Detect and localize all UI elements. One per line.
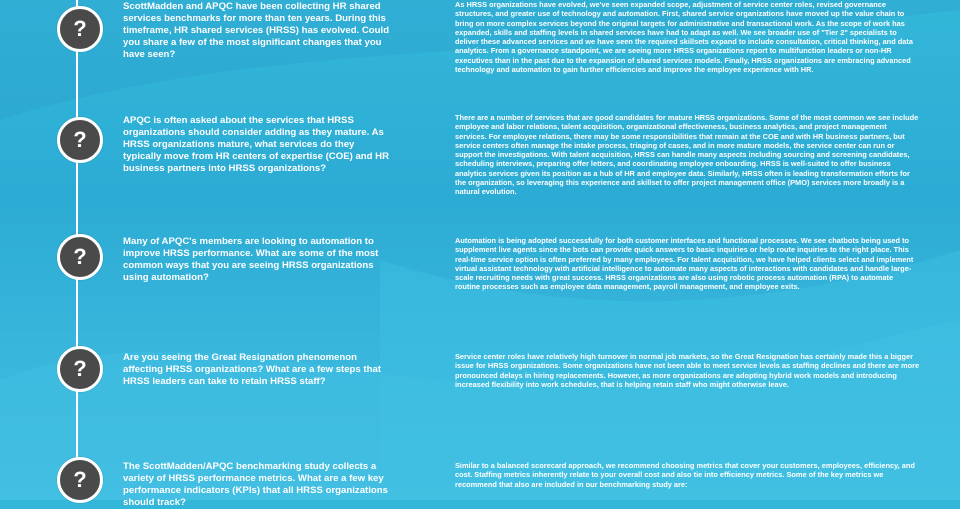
answer-text: As HRSS organizations have evolved, we've seen expanded scope, adjustment of service center roles, revised governance structures, and greater use of technology and automation. First, shared service organizations have moved up the value chain to bring on more complex services beyond the original targets for administrative and transactional work. As the scope of work has expanded, skills and staffing levels in shared services have had to adapt as well. We see broader use of "Tier 2" specialists to deliver these advanced services and we have seen the required skillsets expand to include consultation, critical thinking, and data analytics. From a governance standpoint, we are seeing more HRSS organizations report to multifunction leaders or non-HR executives than in the past due to the expansion of shared services models. Finally, HRSS organizations are embracing advanced technology and automation to gain further efficiencies and improve the employee experience with HR. — [455, 0, 913, 75]
answer-text: There are a number of services that are good candidates for mature HRSS organizations. Some of the most common we see include employee and labor relations, talent acquisition, organizational effectiveness, business analytics, and project management services. For employee relations, there may be some responsibilities that remain at the COE and with HR business partners, but service centers often manage the intake process, triaging of cases, and in more mature models, the service center can run or support the investigations. With talent acquisition, HRSS can handle many aspects including sourcing and screening candidates, scheduling interviews, preparing offer letters, and coordinating employee onboarding. HRSS is well-suited to offer business analytics services given its position as a hub of HR and employee data. Similarly, HRSS often is leading transformation efforts for the organization, so leveraging this experience and skillset to offer project management office (PMO) services more broadly is a natural evolution. — [455, 113, 919, 197]
question-mark-icon: ? — [57, 117, 103, 163]
question-text: ScottMadden and APQC have been collecting HR shared services benchmarks for more than ten years. During this timeframe, HR shared services (HRSS) has evolved. Could you share a few of the most significant changes that you have seen? — [123, 1, 390, 60]
question-mark-icon: ? — [57, 346, 103, 392]
answer-text: Similar to a balanced scorecard approach, we recommend choosing metrics that cover your customers, employees, efficiency, and cost. Staffing metrics inherently relate to your overall cost and also tie into efficiency metrics. Some of the key metrics we recommend that also are included in our benchmarking study are: — [455, 461, 915, 489]
question-text: Many of APQC's members are looking to automation to improve HRSS performance. What are some of the most common ways that you are seeing HRSS organizations using automation? — [123, 236, 379, 283]
answer-text: Service center roles have relatively high turnover in normal job markets, so the Great Resignation has certainly made this a bigger issue for HRSS organizations. Some organizations have not been able to meet service levels as staffing declines and there are more pronounced delays in hiring replacements. However, as more organizations are adopting hybrid work models and introducing increased flexibility into work schedules, that is helping retain staff who might otherwise leave. — [455, 352, 920, 389]
question-text: The ScottMadden/APQC benchmarking study collects a variety of HRSS performance metrics. What are a few key performance indicators (KPIs) that all HRSS organizations should track? — [123, 461, 388, 508]
question-mark-icon: ? — [57, 6, 103, 52]
question-mark-icon: ? — [57, 234, 103, 280]
question-text: Are you seeing the Great Resignation phenomenon affecting HRSS organizations? What are a few steps that HRSS leaders can take to retain HRSS staff? — [123, 352, 382, 387]
question-mark-icon: ? — [57, 457, 103, 503]
answer-text: Automation is being adopted successfully for both customer interfaces and functional processes. We see chatbots being used to supplement live agents since the bots can provide quick answers to basic inquiries or help route inquiries to the right place. This real-time service option is often preferred by many employees. For talent acquisition, we have helped clients select and implement virtual assistant technology with artificial intelligence to automate many aspects of interactions with candidates and handle large-scale recruiting needs with great success. HRSS organizations are also using robotic process automation (RPA) to automate routine processes such as employee data management, payroll management, and employee exits. — [455, 236, 914, 292]
question-text: APQC is often asked about the services that HRSS organizations should consider adding as they mature. As HRSS organizations mature, what services do they typically move from HR centers of expertise (COE) and HR business partners into HRSS organizations? — [123, 115, 390, 174]
